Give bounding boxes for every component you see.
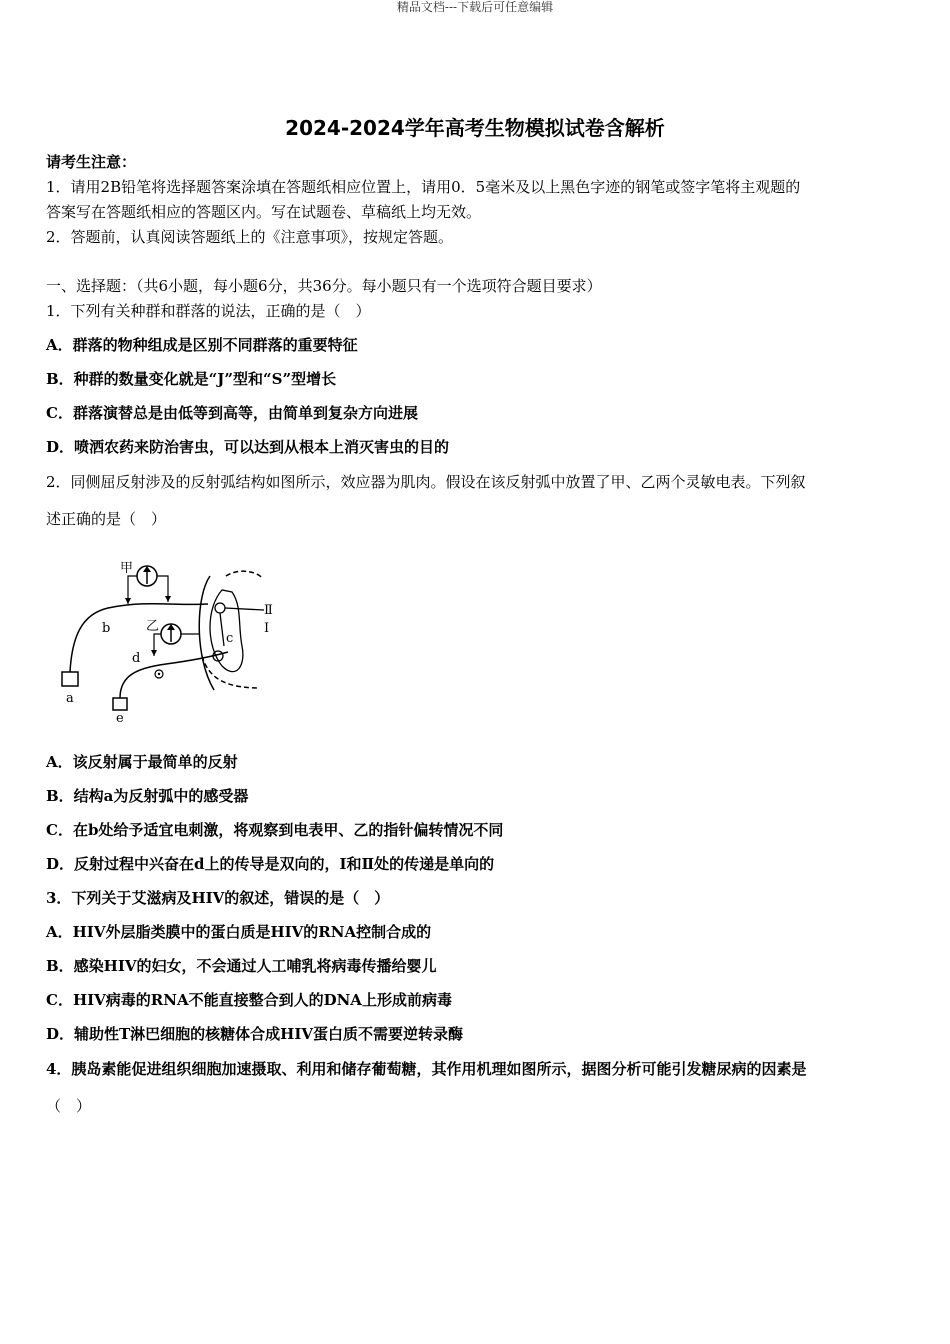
effector-box-e (113, 698, 127, 710)
label-jia: 甲 (120, 561, 134, 576)
stimulation-mark-dot (158, 673, 160, 675)
label-II: Ⅱ (264, 603, 273, 618)
question-3-option-d: D．辅助性T淋巴细胞的核糖体合成HIV蛋白质不需要逆转录酶 (46, 1025, 463, 1043)
question-2-option-d: D．反射过程中兴奋在d上的传导是双向的，Ⅰ和Ⅱ处的传递是单向的 (46, 855, 495, 873)
label-c: c (226, 631, 234, 646)
question-1-option-a: A．群落的物种组成是区别不同群落的重要特征 (46, 336, 358, 354)
meter-jia-wire-left-arrow (125, 598, 131, 604)
notice-heading: 请考生注意： (46, 153, 137, 171)
meter-yi-wire-left-arrow (151, 650, 157, 656)
notice-item-2: 2．答题前，认真阅读答题纸上的《注意事项》，按规定答题。 (46, 228, 454, 246)
meter-jia-wire-right-arrow (165, 596, 171, 602)
label-e: e (116, 711, 124, 726)
question-2-stem-line-1: 2．同侧屈反射涉及的反射弧结构如图所示，效应器为肌肉。假设在该反射弧中放置了甲、乙两个灵敏电表。下列叙 (46, 473, 806, 491)
section-heading: 一、选择题：（共6小题，每小题6分，共36分。每小题只有一个选项符合题目要求） (46, 277, 602, 295)
reflex-arc-figure (46, 556, 296, 726)
question-1-option-d: D．喷洒农药来防治害虫，可以达到从根本上消灭害虫的目的 (46, 438, 450, 456)
question-2-option-b: B．结构a为反射弧中的感受器 (46, 787, 249, 805)
question-3-option-a: A．HIV外层脂类膜中的蛋白质是HIV的RNA控制合成的 (46, 923, 432, 941)
spinal-cord-top-dashed (226, 571, 262, 578)
notice-item-1-line-2: 答案写在答题纸相应的答题区内。写在试题卷、草稿纸上均无效。 (46, 203, 482, 221)
interneuron-process (220, 613, 224, 646)
reflex-arc-diagram (46, 556, 296, 726)
label-a: a (66, 691, 74, 706)
label-d: d (132, 651, 141, 666)
page-title: 2024-2024学年高考生物模拟试卷含解析 (285, 116, 665, 140)
question-2-option-c: C．在b处给予适宜电刺激，将观察到电表甲、乙的指针偏转情况不同 (46, 821, 504, 839)
notice-item-1-line-1: 1．请用2B铅笔将选择题答案涂填在答题纸相应位置上，请用0．5毫米及以上黑色字迹的钢笔或签字笔将主观题的 (46, 178, 801, 196)
question-1-stem: 1．下列有关种群和群落的说法，正确的是（ ） (46, 302, 371, 320)
label-I: Ⅰ (264, 621, 270, 636)
label-b: b (102, 621, 111, 636)
receptor-box-a (62, 672, 78, 686)
question-2-stem-line-2: 述正确的是（ ） (46, 510, 167, 528)
question-4-stem-line-1: 4．胰岛素能促进组织细胞加速摄取、利用和储存葡萄糖，其作用机理如图所示，据图分析可能引发糖尿病的因素是 (46, 1060, 807, 1078)
question-2-option-a: A．该反射属于最简单的反射 (46, 753, 238, 771)
question-1-option-b: B．种群的数量变化就是“J”型和“S”型增长 (46, 370, 337, 388)
header-watermark: 精品文档---下载后可任意编辑 (396, 0, 554, 14)
question-3-option-c: C．HIV病毒的RNA不能直接整合到人的DNA上形成前病毒 (46, 991, 452, 1009)
label-yi: 乙 (146, 619, 160, 634)
interneuron-body (215, 603, 225, 613)
interneuron-axon (225, 608, 264, 610)
question-4-stem-line-2: （ ） (46, 1097, 92, 1115)
question-1-option-c: C．群落演替总是由低等到高等，由简单到复杂方向进展 (46, 404, 418, 422)
question-3-option-b: B．感染HIV的妇女，不会通过人工哺乳将病毒传播给婴儿 (46, 957, 437, 975)
question-3-stem: 3．下列关于艾滋病及HIV的叙述，错误的是（ ） (46, 889, 390, 907)
